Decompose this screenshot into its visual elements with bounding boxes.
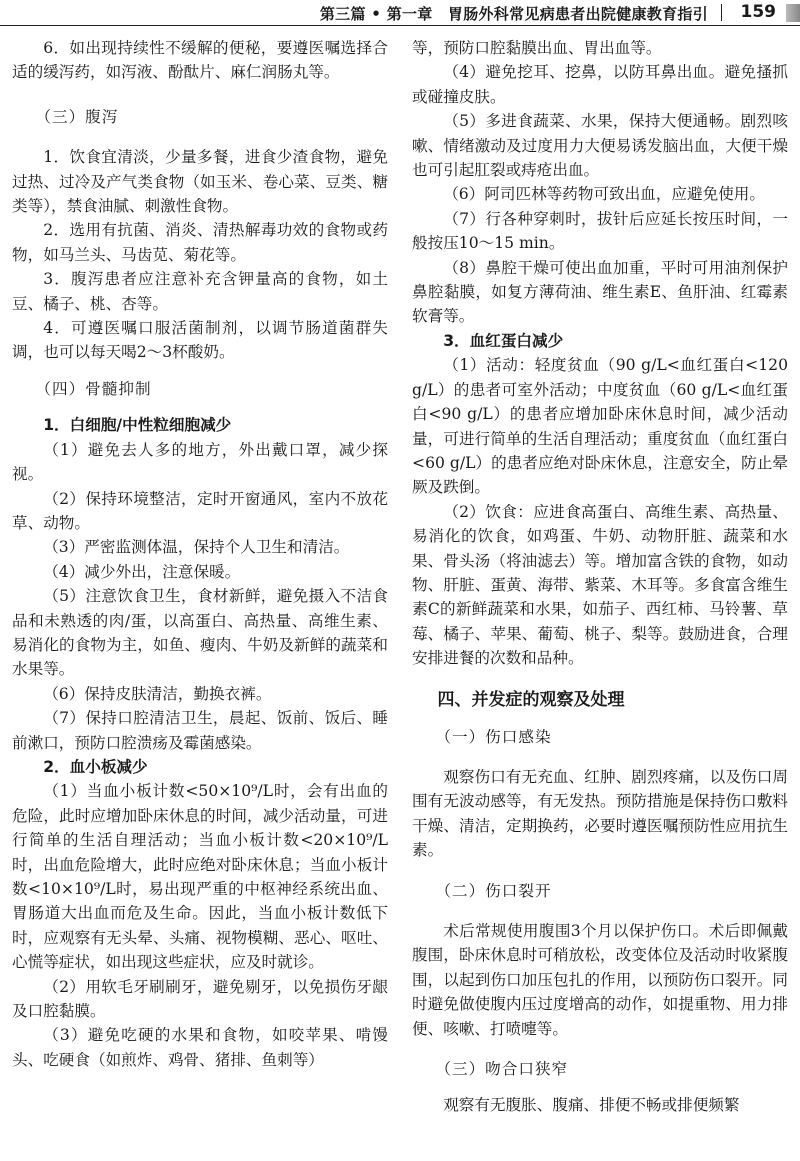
paragraph: （6）阿司匹林等药物可致出血，应避免使用。 [443, 185, 765, 204]
paragraph: （6）保持皮肤清洁，勤换衣裤。 [43, 684, 272, 703]
paragraph: （1）避免去人多的地方，外出戴口罩，减少探视。 [12, 440, 388, 484]
paragraph: 3．腹泻患者应注意补充含钾量高的食物，如土豆、橘子、桃、杏等。 [12, 270, 388, 313]
paragraph: 4．可遵医嘱口服活菌制剂，以调节肠道菌群失调，也可以每天喝2～3杯酸奶。 [12, 319, 388, 362]
subsection-heading-wbc: 1．白细胞/中性粒细胞减少 [43, 416, 232, 435]
paragraph: （5）注意饮食卫生，食材新鲜，避免摄入不洁食品和未熟透的肉/蛋，以高蛋白、高热量、高维生素、易消化的食物为主，如鱼、瘦肉、牛奶及新鲜的蔬菜和水果等。 [12, 587, 388, 679]
section-heading-diarrhea: （三）腹泻 [35, 107, 119, 126]
chapter-heading-complications: 四、并发症的观察及处理 [437, 689, 625, 710]
paragraph: 6．如出现持续性不缓解的便秘，要遵医嘱选择合适的缓泻药，如泻液、酚酞片、麻仁润肠丸等。 [12, 39, 388, 82]
paragraph: 等，预防口腔黏膜出血、胃出血等。 [412, 39, 662, 57]
section-heading-infection: （一）伤口感染 [435, 727, 552, 746]
paragraph: 2．选用有抗菌、消炎、清热解毒功效的食物或药物，如马兰头、马齿苋、菊花等。 [12, 221, 388, 264]
paragraph: （2）保持环境整洁，定时开窗通风，室内不放花草、动物。 [12, 489, 388, 532]
left-column [12, 36, 388, 1072]
page-corner-mark [786, 4, 800, 22]
paragraph: （4）减少外出，注意保暖。 [43, 562, 241, 581]
section-heading-marrow: （四）骨髓抑制 [35, 379, 152, 398]
header-divider [721, 4, 723, 21]
paragraph: 观察伤口有无充血、红肿、剧烈疼痛，以及伤口周围有无波动感等，有无发热。预防措施是保持伤口敷料干燥、清洁，定期换药，必要时遵医嘱预防性应用抗生素。 [412, 767, 788, 860]
paragraph: （4）避免挖耳、挖鼻，以防耳鼻出血。避免搔抓或碰撞皮肤。 [412, 63, 788, 106]
paragraph: （3）避免吃硬的水果和食物，如咬苹果、啃馒头、吃硬食（如煎炸、鸡骨、猪排、鱼刺等） [12, 1026, 388, 1069]
section-heading-stenosis: （三）吻合口狭窄 [435, 1060, 569, 1079]
running-title: 第三篇 • 第一章 胃肠外科常见病患者出院健康教育指引 [319, 5, 708, 23]
subsection-heading-platelet: 2．血小板减少 [43, 757, 148, 776]
paragraph: （1）当血小板计数<50×10⁹/L时，会有出血的危险，此时应增加卧床休息的时间，减少活动量，可进行简单的生活自理活动；当血小板计数<20×10⁹/L时，出血危险增大，此时应绝对卧床休息；当血小板计数<10×10⁹/L时，易出现严重的中枢神经系统出血、胃肠道大出血而危及生命。因此，当血小板计数低下时，应观察有无头晕、头痛、视物模糊、恶心、呕吐、心慌等症状，如出现这些症状，应及时就诊。 [12, 782, 388, 972]
paragraph: （2）用软毛牙刷刷牙，避免剔牙，以免损伤牙龈及口腔黏膜。 [12, 977, 388, 1021]
page-header [0, 0, 800, 26]
paragraph: （7）行各种穿刺时，拔针后应延长按压时间，一般按压10～15 min。 [412, 209, 788, 253]
page-number: 159 [740, 2, 776, 22]
paragraph: （7）保持口腔清洁卫生，晨起、饭前、饭后、睡前漱口，预防口腔溃疡及霉菌感染。 [12, 709, 388, 752]
paragraph: （2）饮食：应进食高蛋白、高维生素、高热量、易消化的饮食，如鸡蛋、牛奶、动物肝脏、蔬菜和水果、骨头汤（将油滤去）等。增加富含铁的食物，如动物、肝脏、蛋黄、海带、紫菜、木耳等。多食富含维生素C的新鲜蔬菜和水果，如茄子、西红柿、马铃薯、草莓、橘子、苹果、葡萄、桃子、梨等。鼓励进食，合理安排进餐的次数和品种。 [412, 502, 788, 668]
subsection-heading-hemoglobin: 3．血红蛋白减少 [443, 331, 564, 350]
paragraph: （5）多进食蔬菜、水果，保持大便通畅。剧烈咳嗽、情绪激动及过度用力大便易诱发脑出血，大便干燥也可引起肛裂或痔疮出血。 [412, 112, 788, 180]
paragraph: （8）鼻腔干燥可使出血加重，平时可用油剂保护鼻腔黏膜，如复方薄荷油、维生素E、鱼肝油、红霉素软膏等。 [412, 258, 788, 326]
paragraph: （3）严密监测体温，保持个人卫生和清洁。 [43, 538, 350, 557]
paragraph: 观察有无腹胀、腹痛、排便不畅或排便频繁 [443, 1096, 740, 1115]
right-column [412, 36, 788, 1118]
paragraph: （1）活动：轻度贫血（90 g/L<血红蛋白<120 g/L）的患者可室外活动；中度贫血（60 g/L<血红蛋白<90 g/L）的患者应增加卧床休息时间，减少活动量，可进行简单的生活自理活动；重度贫血（血红蛋白<60 g/L）的患者应绝对卧床休息，注意安全，防止晕厥及跌倒。 [412, 356, 788, 497]
paragraph: 1．饮食宜清淡，少量多餐，进食少渣食物，避免过热、过冷及产气类食物（如玉米、卷心菜、豆类、糖类等），禁食油腻、刺激性食物。 [12, 148, 388, 216]
paragraph: 术后常规使用腹围3个月以保护伤口。术后即佩戴腹围，卧床休息时可稍放松，改变体位及活动时收紧腹围，以起到伤口加压包扎的作用，以预防伤口裂开。同时避免做使腹内压过度增高的动作，如提重物、用力排便、咳嗽、打喷嚏等。 [412, 922, 788, 1038]
section-heading-dehiscence: （二）伤口裂开 [435, 881, 552, 900]
